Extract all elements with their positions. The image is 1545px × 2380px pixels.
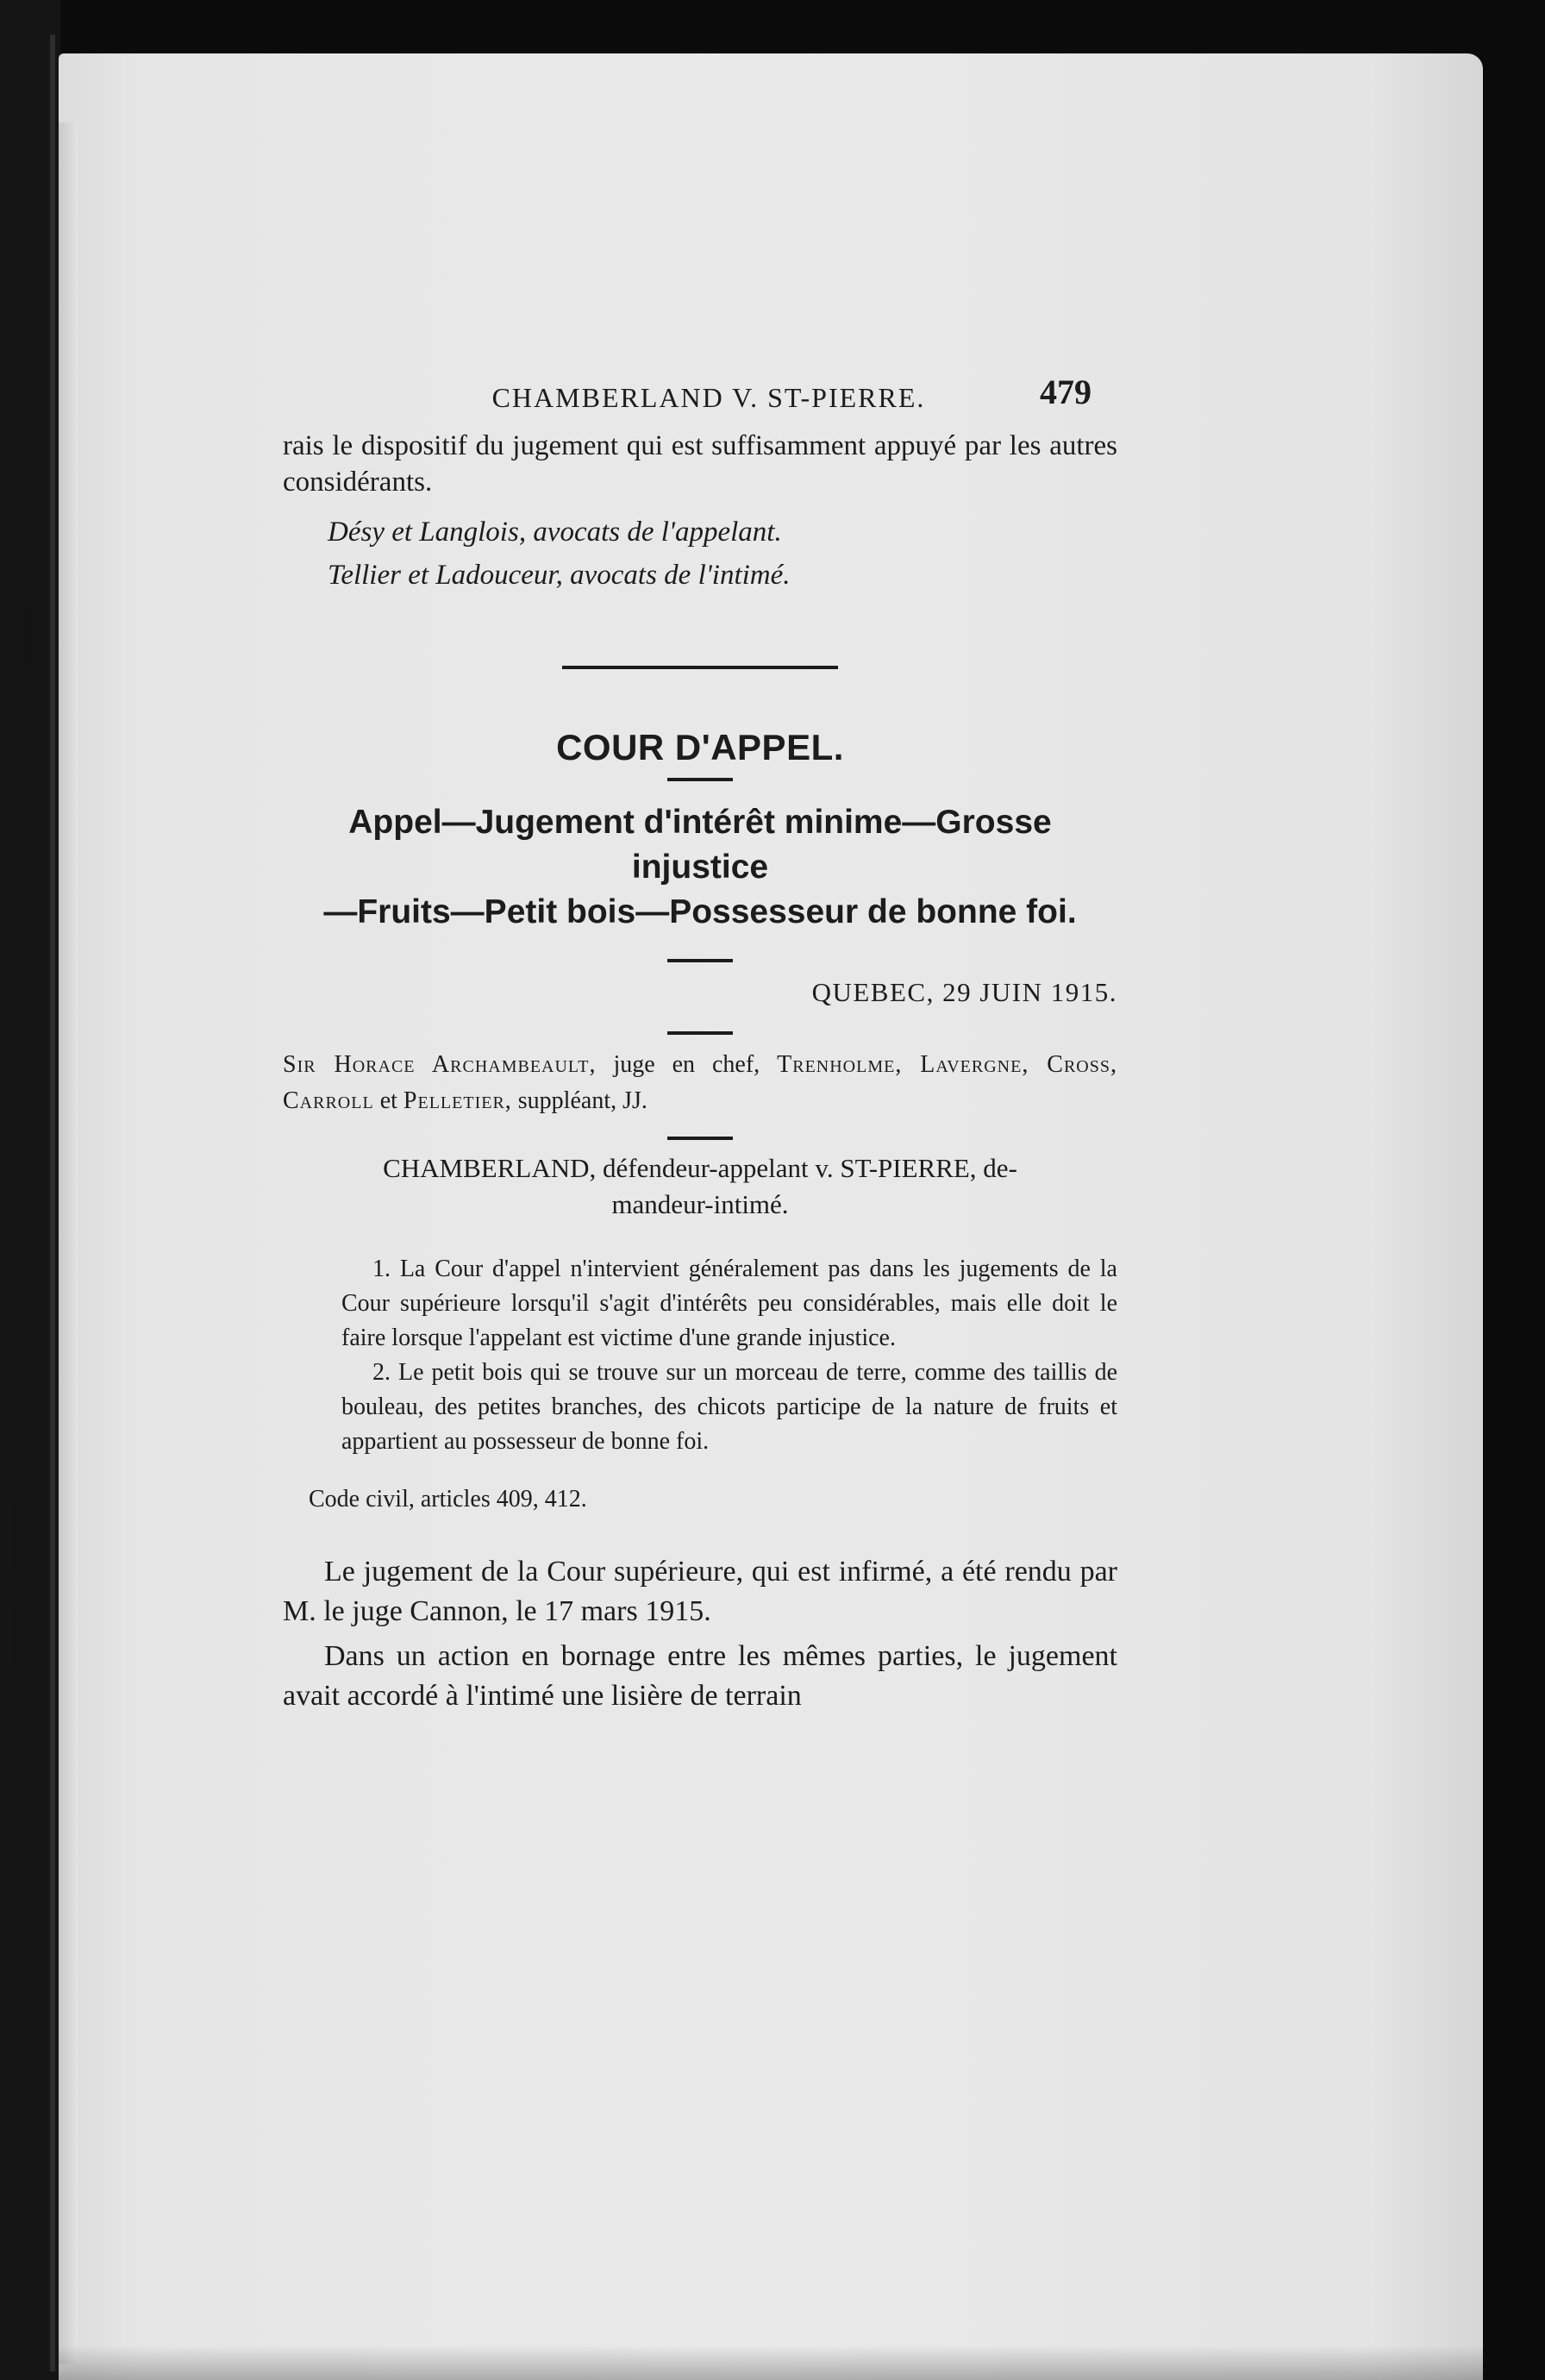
page-number: 479 [1040,373,1092,411]
decision-date: QUEBEC, 29 JUIN 1915. [811,977,1117,1007]
judges-names: Sir Horace Archambeault, [283,1051,597,1078]
syllabus-item-1: 1. La Cour d'appel n'intervient généralement pas dans les jugements de la Cour supérieure lorsqu'il s'agit d'intérêts peu considérables, mais elle doit le faire lorsque l'appelant est victime d'une grande injustice. [341,1256,1117,1351]
running-head-title: CHAMBERLAND V. ST-PIERRE. [491,382,926,413]
page-gutter [59,122,78,2364]
body-paragraph-1: Le jugement de la Cour supérieure, qui est infirmé, a été rendu par M. le juge Cannon, le 17 mars 1915. [283,1556,1117,1627]
counsel-appellant: Désy et Langlois, avocats de l'appelant. [328,517,782,548]
court-heading: COUR D'APPEL. [556,727,844,767]
binding-mark [12,604,31,664]
page-content [283,373,1117,1716]
headnote-line-1: Appel—Jugement d'intérêt minime—Grosse injustice [348,804,1052,886]
book-spine-edge [50,34,55,2371]
judges-text: et [373,1087,403,1114]
counsel-respondent: Tellier et Ladouceur, avocats de l'intimé. [328,560,791,591]
parties [283,1150,1117,1223]
headnote-line-2: —Fruits—Petit bois—Possesseur de bonne foi. [323,893,1077,930]
judges-text: suppléant, JJ. [511,1087,647,1114]
judges-text: juge en chef, [596,1051,778,1078]
judges-names: Pelletier, [403,1087,512,1114]
body-paragraph-2: Dans un action en bornage entre les mêmes parties, le jugement avait accordé à l'intimé une lisière de terrain [283,1640,1117,1712]
binding-mark [14,1500,33,1569]
parties-line-2: mandeur-intimé. [611,1189,789,1219]
running-head [335,373,1092,423]
binding-mark [14,1608,33,1669]
page-bottom-shadow [59,2346,1483,2380]
judgment-body [283,1552,1117,1716]
syllabus [341,1252,1117,1459]
binding-mark [12,698,28,767]
judges-list [283,1047,1117,1119]
syllabus-item-2: 2. Le petit bois qui se trouve sur un morceau de terre, comme des taillis de bouleau, des petites branches, des chicots participe de la nature de fruits et appartient au possesseur de bonne foi. [341,1359,1117,1455]
previous-case-closing-text: rais le dispositif du jugement qui est suffisamment appuyé par les autres considérants. [283,430,1117,498]
code-reference: Code civil, articles 409, 412. [309,1486,587,1513]
parties-line-1: CHAMBERLAND, défendeur-appelant v. ST-PIERRE, de- [383,1153,1017,1183]
judges-names: Trenholme, Lavergne, Cross, Carroll [283,1051,1117,1114]
